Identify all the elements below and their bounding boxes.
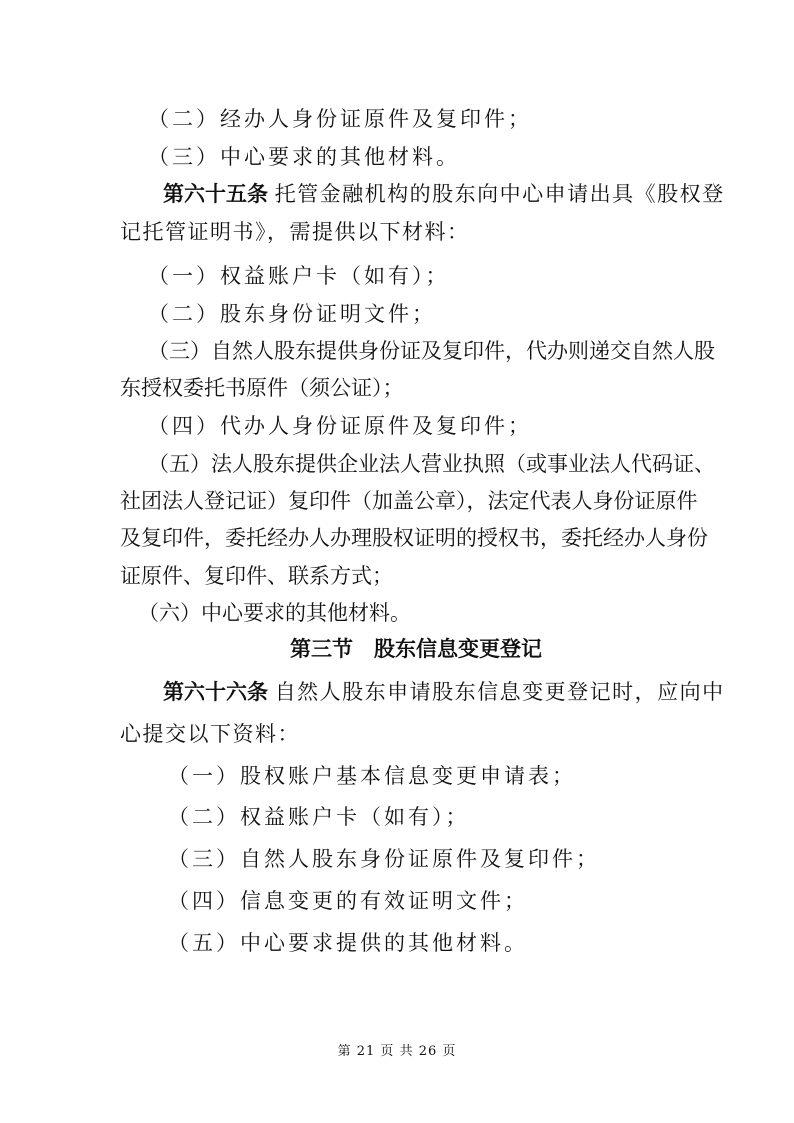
article-text: 托管金融机构的股东向中心申请出具《股权登 <box>274 182 725 206</box>
article-number: 第六十五条 <box>163 182 268 206</box>
text-line: 东授权委托书原件（须公证）； <box>120 376 404 400</box>
article-number: 第六十六条 <box>163 680 268 704</box>
text-line: （一）股权账户基本信息变更申请表； <box>168 764 576 788</box>
page-footer: 第 21 页 共 26 页 <box>337 1044 457 1059</box>
text-line: （六）中心要求的其他材料。 <box>138 601 411 625</box>
text-line: 记托管证明书》，需提供以下材料： <box>120 220 470 244</box>
section-heading: 第三节 股东信息变更登记 <box>290 637 542 661</box>
text-line: （三）自然人股东身份证原件及复印件； <box>168 847 600 871</box>
text-line: 社团法人登记证）复印件（加盖公章），法定代表人身份证原件 <box>120 489 698 513</box>
text-line: （四）信息变更的有效证明文件； <box>168 889 528 913</box>
text-line: （四）代办人身份证原件及复印件； <box>148 414 532 438</box>
text-line: 及复印件，委托经办人办理股权证明的授权书，委托经办人身份 <box>120 526 708 550</box>
text-line: （五）法人股东提供企业法人营业执照（或事业法人代码证、 <box>148 452 715 476</box>
text-line: （三）中心要求的其他材料。 <box>148 145 460 169</box>
text-line: （三）自然人股东提供身份证及复印件，代办则递交自然人股 <box>148 339 715 363</box>
text-line: （一）权益账户卡（如有）； <box>148 264 450 288</box>
text-line: 心提交以下资料： <box>120 722 300 746</box>
text-line: （五）中心要求提供的其他材料。 <box>168 931 528 955</box>
article-text: 自然人股东申请股东信息变更登记时，应向中 <box>274 680 725 704</box>
article-paragraph-65 <box>163 180 725 208</box>
article-paragraph-66 <box>163 678 725 706</box>
text-line: （二）股东身份证明文件； <box>148 302 436 326</box>
text-line: 证原件、复印件、联系方式； <box>120 564 393 588</box>
text-line: （二）经办人身份证原件及复印件； <box>148 107 532 131</box>
text-line: （二）权益账户卡（如有）； <box>168 805 470 829</box>
